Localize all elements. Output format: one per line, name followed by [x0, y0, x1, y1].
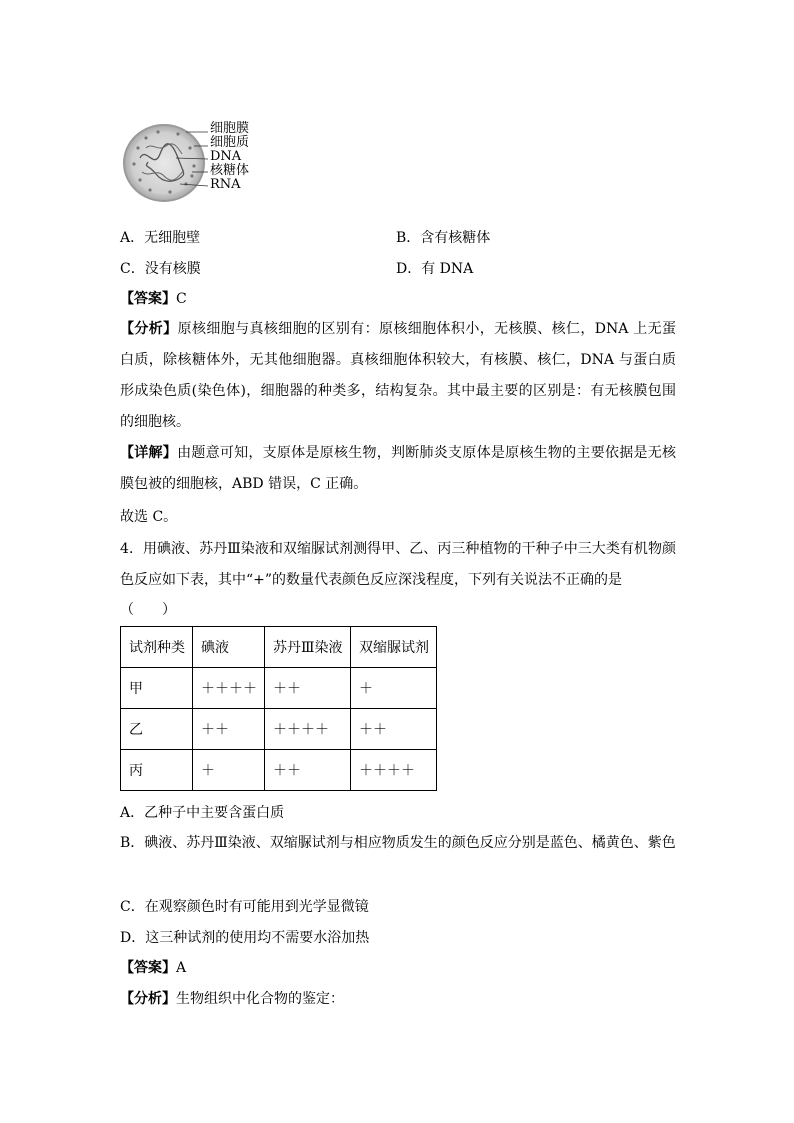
q3-option-b: B．含有核糖体 — [396, 230, 491, 246]
q3-answer-value: C — [176, 291, 187, 307]
q4-option-c: C．在观察颜色时有可能用到光学显微镜 — [120, 899, 369, 915]
q3-analysis-tag: 【分析】 — [120, 321, 178, 337]
q3-detail — [120, 438, 676, 500]
prokaryote-cell-diagram — [120, 118, 280, 208]
q4-analysis-tag: 【分析】 — [120, 991, 176, 1007]
q3-detail-tag: 【详解】 — [120, 445, 178, 461]
table-cell: ＋＋＋＋ — [351, 750, 437, 791]
table-row — [121, 750, 437, 791]
q3-conclusion: 故选 C。 — [120, 509, 178, 525]
table-cell: ＋＋ — [193, 709, 265, 750]
q4-blank: （ ） — [120, 602, 176, 618]
table-header: 双缩脲试剂 — [351, 627, 437, 668]
table-header: 碘液 — [193, 627, 265, 668]
cell-diagram-svg — [120, 118, 280, 208]
table-cell: ＋ — [193, 750, 265, 791]
label-ribosome: 核糖体 — [210, 163, 250, 178]
table-cell: ＋ — [351, 668, 437, 709]
table-cell: 乙 — [121, 709, 193, 750]
q3-option-c: C．没有核膜 — [120, 261, 201, 277]
q3-option-a: A．无细胞壁 — [120, 230, 201, 246]
q4-answer — [120, 958, 186, 978]
cell-membrane-shape — [124, 125, 204, 201]
q4-answer-value: A — [176, 960, 187, 976]
q3-detail-text: 由题意可知，支原体是原核生物，判断肺炎支原体是原核生物的主要依据是无核膜包被的细胞核，ABD 错误，C 正确。 — [120, 445, 677, 492]
q3-analysis — [120, 314, 676, 438]
q4-option-b: B．碘液、苏丹Ⅲ染液、双缩脲试剂与相应物质发生的颜色反应分别是蓝色、橘黄色、紫色 — [120, 835, 676, 851]
table-header: 试剂种类 — [121, 627, 193, 668]
table-cell: ＋＋ — [265, 750, 351, 791]
table-cell: ＋＋ — [351, 709, 437, 750]
label-dna: DNA — [210, 149, 242, 164]
q3-analysis-text: 原核细胞与真核细胞的区别有：原核细胞体积小，无核膜、核仁，DNA 上无蛋白质，除核糖体外，无其他细胞器。真核细胞体积较大，有核膜、核仁，DNA 与蛋白质形成染色质(染色体)，细胞器的种类多，结构复杂。其中最主要的区别是：有无核膜包围的细胞核。 — [120, 321, 676, 430]
table-cell: ＋＋ — [265, 668, 351, 709]
q4-option-a: A．乙种子中主要含蛋白质 — [120, 805, 285, 821]
q4-stem: 4．用碘液、苏丹Ⅲ染液和双缩脲试剂测得甲、乙、丙三种植物的干种子中三大类有机物颜色反应如下表，其中“+”的数量代表颜色反应深浅程度，下列有关说法不正确的是 — [120, 541, 676, 588]
table-cell: 甲 — [121, 668, 193, 709]
table-cell: ＋＋＋＋ — [265, 709, 351, 750]
q3-answer — [120, 289, 187, 309]
label-rna: RNA — [210, 177, 241, 192]
label-cell-membrane: 细胞膜 — [210, 121, 250, 136]
q4-answer-tag: 【答案】 — [120, 960, 176, 976]
label-cytoplasm: 细胞质 — [210, 135, 250, 150]
table-header-row — [121, 627, 437, 668]
table-cell: 丙 — [121, 750, 193, 791]
table-row — [121, 709, 437, 750]
reaction-table — [120, 626, 437, 791]
q4-option-d: D．这三种试剂的使用均不需要水浴加热 — [120, 930, 370, 946]
q4-analysis-text: 生物组织中化合物的鉴定： — [176, 991, 344, 1007]
table-cell: ＋＋＋＋ — [193, 668, 265, 709]
table-header: 苏丹Ⅲ染液 — [265, 627, 351, 668]
table-row — [121, 668, 437, 709]
q3-option-d: D．有 DNA — [396, 261, 474, 277]
q3-answer-tag: 【答案】 — [120, 291, 176, 307]
q4-analysis — [120, 989, 344, 1009]
